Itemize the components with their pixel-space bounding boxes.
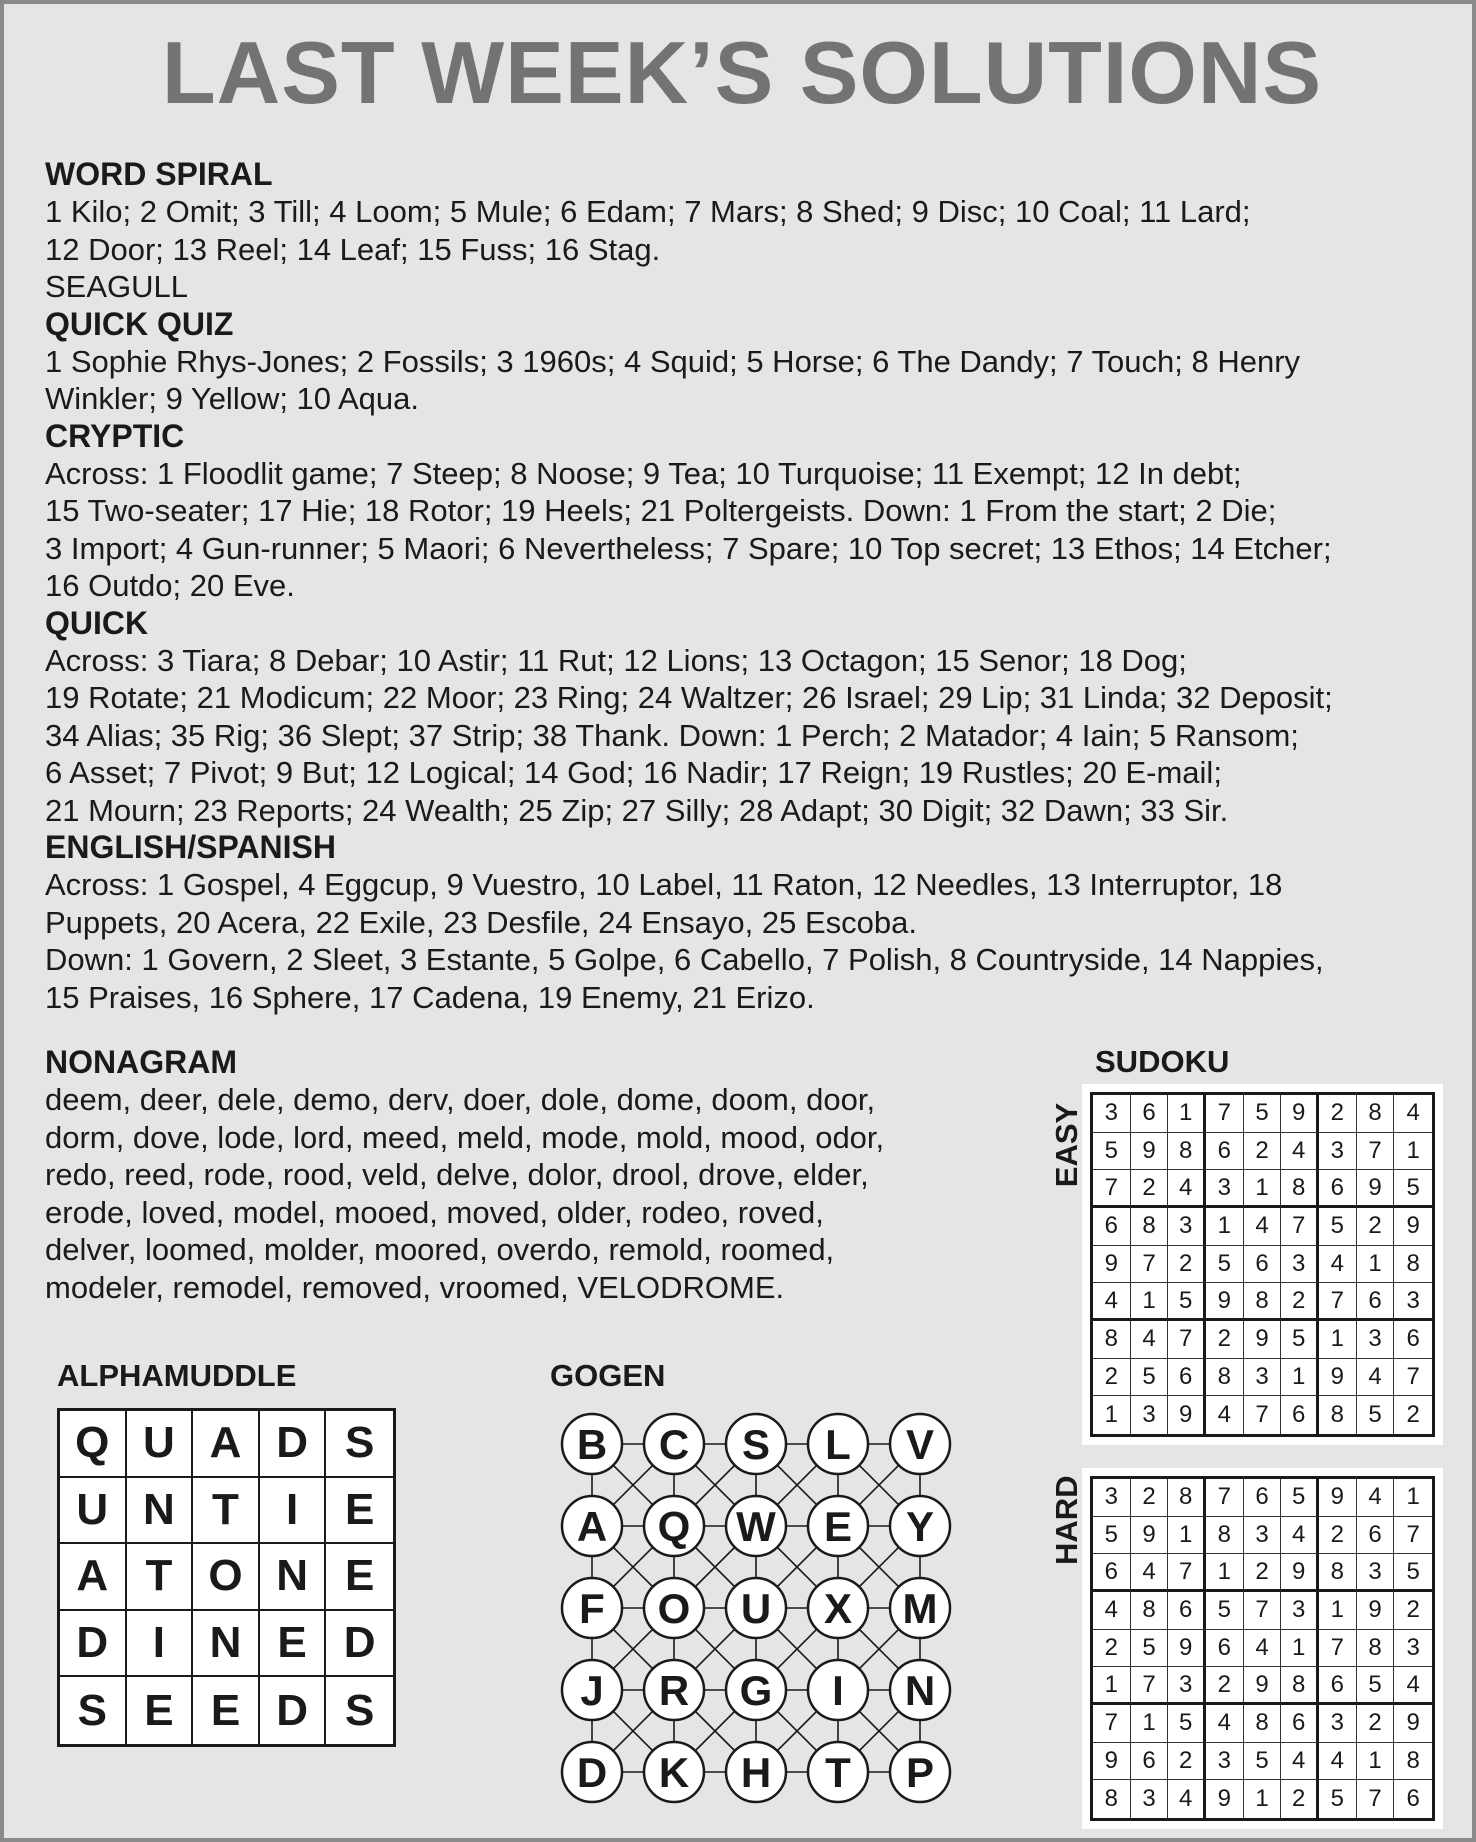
sudoku-easy-cell: 9 — [1244, 1321, 1282, 1359]
sudoku-hard-cell: 7 — [1206, 1479, 1244, 1517]
sudoku-hard-cell: 9 — [1357, 1592, 1395, 1630]
sudoku-hard-cell: 5 — [1168, 1705, 1206, 1743]
gogen-letter: H — [740, 1749, 772, 1796]
gogen-letter: T — [825, 1749, 851, 1796]
sudoku-easy-cell: 8 — [1319, 1396, 1357, 1434]
sudoku-hard-cell: 6 — [1357, 1517, 1395, 1555]
gogen-letter: K — [658, 1749, 690, 1796]
sudoku-hard-cell: 2 — [1131, 1479, 1169, 1517]
section-body: 1 Kilo; 2 Omit; 3 Till; 4 Loom; 5 Mule; 6 Edam; 7 Mars; 8 Shed; 9 Disc; 10 Coal; 11 Lard; 12 Door; 13 Reel; 14 Leaf; 15 Fuss; 16 Stag. SEAGULL — [45, 194, 1251, 304]
alphamuddle-cell: A — [60, 1544, 127, 1611]
sudoku-easy-cell: 3 — [1319, 1133, 1357, 1171]
sudoku-hard-cell: 1 — [1394, 1479, 1432, 1517]
gogen-letter: U — [740, 1585, 772, 1632]
sudoku-easy-cell: 7 — [1244, 1396, 1282, 1434]
sudoku-hard-cell: 4 — [1319, 1743, 1357, 1781]
alphamuddle-cell: A — [193, 1411, 260, 1478]
sudoku-hard-cell: 9 — [1131, 1517, 1169, 1555]
sudoku-easy-cell: 3 — [1168, 1208, 1206, 1246]
alphamuddle-cell: S — [326, 1411, 393, 1478]
sudoku-easy-cell: 5 — [1319, 1208, 1357, 1246]
sudoku-hard-cell: 1 — [1093, 1667, 1131, 1705]
sudoku-hard-cell: 2 — [1319, 1517, 1357, 1555]
sudoku-easy-cell: 6 — [1131, 1095, 1169, 1133]
alphamuddle-cell: N — [260, 1544, 327, 1611]
sudoku-easy-cell: 6 — [1281, 1396, 1319, 1434]
sudoku-hard-grid — [1090, 1476, 1435, 1821]
sudoku-easy-cell: 9 — [1131, 1133, 1169, 1171]
sudoku-hard-cell: 1 — [1357, 1743, 1395, 1781]
sudoku-hard-cell: 6 — [1168, 1592, 1206, 1630]
sudoku-easy-cell: 3 — [1357, 1321, 1395, 1359]
gogen-letter: Q — [657, 1503, 691, 1550]
section-heading: ENGLISH/SPANISH — [45, 829, 336, 865]
sudoku-easy-cell: 6 — [1357, 1283, 1395, 1321]
gogen-letter: J — [580, 1667, 604, 1714]
sudoku-easy-cell: 3 — [1206, 1170, 1244, 1208]
sudoku-hard-cell: 9 — [1394, 1705, 1432, 1743]
sudoku-hard-cell: 1 — [1281, 1630, 1319, 1668]
sudoku-easy-cell: 4 — [1357, 1359, 1395, 1397]
gogen-grid — [552, 1402, 958, 1832]
sudoku-hard-cell: 4 — [1206, 1705, 1244, 1743]
gogen-letter: R — [658, 1667, 690, 1714]
gogen-letter: Y — [905, 1503, 935, 1550]
gogen-letter: D — [576, 1749, 608, 1796]
sudoku-hard-cell: 1 — [1319, 1592, 1357, 1630]
sudoku-hard-cell: 1 — [1206, 1554, 1244, 1592]
sudoku-hard-cell: 8 — [1131, 1592, 1169, 1630]
sudoku-easy-cell: 2 — [1131, 1170, 1169, 1208]
sudoku-easy-cell: 1 — [1093, 1396, 1131, 1434]
alphamuddle-cell: N — [193, 1611, 260, 1678]
gogen-letter: A — [576, 1503, 608, 1550]
sudoku-easy-cell: 1 — [1206, 1208, 1244, 1246]
sudoku-easy-cell: 4 — [1131, 1321, 1169, 1359]
sudoku-easy-cell: 2 — [1206, 1321, 1244, 1359]
sudoku-easy-cell: 1 — [1281, 1359, 1319, 1397]
section-body: Across: 3 Tiara; 8 Debar; 10 Astir; 11 Rut; 12 Lions; 13 Octagon; 15 Senor; 18 Dog; 19 Rotate; 21 Modicum; 22 Moor; 23 Ring; 24 Waltzer; 26 Israel; 29 Lip; 31 Linda; 32 Deposit; 34 Alias; 35 Rig; 36 Slept; 37 Strip; 38 Thank. Down: 1 Perch; 2 Matador; 4 Iain; 5 Ransom; 6 Asset; 7 Pivot; 9 But; 12 Logical; 14 God; 16 Nadir; 17 Reign; 19 Rustles; 20 E-mail; 21 Mourn; 23 Reports; 24 Wealth; 25 Zip; 27 Silly; 28 Adapt; 30 Digit; 32 Dawn; 33 Sir. — [45, 642, 1333, 828]
alphamuddle-cell: U — [127, 1411, 194, 1478]
sudoku-easy-cell: 9 — [1319, 1359, 1357, 1397]
sudoku-hard-cell: 2 — [1394, 1592, 1432, 1630]
sudoku-hard-cell: 9 — [1093, 1743, 1131, 1781]
alphamuddle-heading: ALPHAMUDDLE — [57, 1358, 297, 1393]
sudoku-hard-cell: 6 — [1406, 1785, 1420, 1813]
sudoku-hard-cell: 5 — [1319, 1780, 1357, 1818]
sudoku-hard-cell: 6 — [1319, 1667, 1357, 1705]
sudoku-hard-cell: 8 — [1244, 1705, 1282, 1743]
sudoku-hard-cell: 8 — [1281, 1667, 1319, 1705]
gogen-heading: GOGEN — [550, 1358, 666, 1393]
sudoku-hard-cell: 3 — [1281, 1592, 1319, 1630]
sudoku-hard-cell: 2 — [1206, 1667, 1244, 1705]
sudoku-hard-cell: 8 — [1357, 1630, 1395, 1668]
sudoku-heading: SUDOKU — [1095, 1044, 1230, 1079]
sudoku-hard-cell: 4 — [1357, 1479, 1395, 1517]
alphamuddle-cell: D — [326, 1611, 393, 1678]
sudoku-easy-cell: 3 — [1093, 1095, 1131, 1133]
sudoku-easy-cell: 6 — [1168, 1359, 1206, 1397]
alphamuddle-cell: E — [127, 1677, 194, 1744]
sudoku-hard-cell: 3 — [1357, 1554, 1395, 1592]
sudoku-hard-cell: 6 — [1206, 1630, 1244, 1668]
gogen-letter: F — [579, 1585, 605, 1632]
sudoku-easy-cell: 5 — [1168, 1283, 1206, 1321]
alphamuddle-cell: E — [326, 1478, 393, 1545]
sudoku-hard-cell: 3 — [1394, 1630, 1432, 1668]
gogen-letter: S — [741, 1421, 771, 1468]
alphamuddle-cell: E — [326, 1544, 393, 1611]
sudoku-hard-cell: 7 — [1319, 1630, 1357, 1668]
sudoku-hard-cell: 2 — [1357, 1705, 1395, 1743]
sudoku-easy-cell: 6 — [1244, 1246, 1282, 1284]
section-heading: QUICK QUIZ — [45, 305, 234, 342]
sudoku-easy-cell: 7 — [1093, 1170, 1131, 1208]
sudoku-easy-cell: 8 — [1206, 1359, 1244, 1397]
sudoku-easy-cell: 5 — [1281, 1321, 1319, 1359]
alphamuddle-cell: I — [260, 1478, 327, 1545]
sudoku-easy-cell: 6 — [1319, 1170, 1357, 1208]
sudoku-hard-cell: 5 — [1093, 1517, 1131, 1555]
gogen-letter: E — [823, 1503, 853, 1550]
alphamuddle-grid — [57, 1408, 396, 1747]
alphamuddle-cell: E — [193, 1677, 260, 1744]
sudoku-easy-cell: 1 — [1319, 1321, 1357, 1359]
sudoku-hard-cell: 7 — [1131, 1667, 1169, 1705]
gogen-letter: W — [736, 1503, 776, 1550]
sudoku-easy-cell: 9 — [1357, 1170, 1395, 1208]
sudoku-hard-cell: 3 — [1244, 1517, 1282, 1555]
sudoku-hard-cell: 9 — [1206, 1780, 1244, 1818]
sudoku-easy-cell: 6 — [1394, 1321, 1432, 1359]
sudoku-easy-cell: 5 — [1093, 1133, 1131, 1171]
solutions-text — [45, 156, 1445, 1016]
sudoku-easy-cell: 2 — [1093, 1359, 1131, 1397]
page-title: LAST WEEK’S SOLUTIONS — [161, 23, 1323, 122]
sudoku-easy-cell: 7 — [1319, 1283, 1357, 1321]
sudoku-hard-cell: 7 — [1357, 1780, 1395, 1818]
sudoku-hard-cell: 6 — [1244, 1479, 1282, 1517]
sudoku-hard-cell: 5 — [1394, 1554, 1432, 1592]
alphamuddle-cell: D — [260, 1411, 327, 1478]
alphamuddle-cell: S — [345, 1685, 375, 1735]
alphamuddle-cell: D — [260, 1677, 327, 1744]
sudoku-hard-cell: 4 — [1244, 1630, 1282, 1668]
sudoku-easy-cell: 8 — [1244, 1283, 1282, 1321]
alphamuddle-cell: I — [127, 1611, 194, 1678]
sudoku-hard-cell: 8 — [1168, 1479, 1206, 1517]
sudoku-hard-cell: 3 — [1319, 1705, 1357, 1743]
sudoku-hard-cell: 8 — [1394, 1743, 1432, 1781]
sudoku-hard-cell: 1 — [1168, 1517, 1206, 1555]
sudoku-hard-cell: 1 — [1244, 1780, 1282, 1818]
sudoku-hard-label: HARD — [1049, 1475, 1084, 1565]
sudoku-easy-cell: 5 — [1394, 1170, 1432, 1208]
gogen-letter: I — [832, 1667, 844, 1714]
alphamuddle-cell: T — [127, 1544, 194, 1611]
sudoku-hard-cell: 7 — [1168, 1554, 1206, 1592]
alphamuddle-cell: E — [260, 1611, 327, 1678]
sudoku-hard-cell: 5 — [1206, 1592, 1244, 1630]
sudoku-hard-cell: 6 — [1093, 1554, 1131, 1592]
sudoku-easy-cell: 3 — [1131, 1396, 1169, 1434]
sudoku-hard-cell: 1 — [1131, 1705, 1169, 1743]
sudoku-easy-cell: 7 — [1131, 1246, 1169, 1284]
sudoku-easy-cell: 7 — [1281, 1208, 1319, 1246]
nonagram-words: deem, deer, dele, demo, derv, doer, dole, dome, doom, door, dorm, dove, lode, lord, meed, meld, mode, mold, mood, odor, redo, reed, rode, rood, veld, delve, dolor, drool, drove, elder, erode, loved, model, mooed, moved, older, rodeo, roved, delver, loomed, molder, moored, overdo, remold, roomed, modeler, remodel, removed, vroomed, VELODROME. — [45, 1082, 885, 1305]
sudoku-hard-cell: 3 — [1206, 1743, 1244, 1781]
sudoku-hard-cell: 5 — [1281, 1479, 1319, 1517]
section-heading: QUICK — [45, 604, 149, 641]
sudoku-hard-cell: 5 — [1244, 1743, 1282, 1781]
sudoku-hard-cell: 9 — [1244, 1667, 1282, 1705]
sudoku-easy-cell: 8 — [1394, 1246, 1432, 1284]
sudoku-easy-cell: 9 — [1281, 1095, 1319, 1133]
gogen-letter: N — [904, 1667, 936, 1714]
sudoku-easy-cell: 4 — [1206, 1396, 1244, 1434]
sudoku-easy-cell: 4 — [1394, 1095, 1432, 1133]
sudoku-hard-cell: 9 — [1281, 1554, 1319, 1592]
sudoku-hard-cell: 4 — [1281, 1743, 1319, 1781]
sudoku-easy-label: EASY — [1049, 1102, 1084, 1188]
sudoku-easy-cell: 2 — [1357, 1208, 1395, 1246]
sudoku-easy-cell: 2 — [1281, 1283, 1319, 1321]
nonagram-heading: NONAGRAM — [45, 1044, 237, 1080]
sudoku-easy-cell: 8 — [1168, 1133, 1206, 1171]
sudoku-easy-cell: 4 — [1093, 1283, 1131, 1321]
gogen-letter: G — [739, 1667, 773, 1714]
section-body: Across: 1 Gospel, 4 Eggcup, 9 Vuestro, 10 Label, 11 Raton, 12 Needles, 13 Interruptor, 18 Puppets, 20 Acera, 22 Exile, 23 Desfile, 24 Ensayo, 25 Escoba. Down: 1 Govern, 2 Sleet, 3 Estante, 5 Golpe, 6 Cabello, 7 Polish, 8 Countryside, 14 Nappies, 15 Praises, 16 Sphere, 17 Cadena, 19 Enemy, 21 Erizo. — [45, 867, 1324, 1015]
sudoku-easy-cell: 4 — [1244, 1208, 1282, 1246]
sudoku-easy-cell: 4 — [1319, 1246, 1357, 1284]
sudoku-easy-cell: 7 — [1168, 1321, 1206, 1359]
sudoku-hard-cell: 6 — [1131, 1743, 1169, 1781]
sudoku-easy-cell: 1 — [1131, 1283, 1169, 1321]
sudoku-hard-cell: 9 — [1319, 1479, 1357, 1517]
sudoku-hard-cell: 4 — [1394, 1667, 1432, 1705]
sudoku-easy-cell: 1 — [1357, 1246, 1395, 1284]
gogen-letter: X — [823, 1585, 853, 1632]
sudoku-easy-cell: 9 — [1093, 1246, 1131, 1284]
gogen-letter: V — [905, 1421, 935, 1468]
sudoku-hard-cell: 2 — [1093, 1630, 1131, 1668]
sudoku-easy-cell: 7 — [1357, 1133, 1395, 1171]
gogen-letter: L — [825, 1421, 851, 1468]
alphamuddle-cell: Q — [60, 1411, 127, 1478]
sudoku-easy-grid — [1090, 1092, 1435, 1437]
sudoku-easy-cell: 6 — [1206, 1133, 1244, 1171]
sudoku-hard-cell: 3 — [1168, 1667, 1206, 1705]
sudoku-hard-cell: 9 — [1168, 1630, 1206, 1668]
sudoku-easy-cell: 7 — [1206, 1095, 1244, 1133]
alphamuddle-cell: N — [127, 1478, 194, 1545]
gogen-letter: P — [905, 1749, 935, 1796]
sudoku-hard-cell: 2 — [1244, 1554, 1282, 1592]
sudoku-hard-cell: 8 — [1319, 1554, 1357, 1592]
sudoku-hard-cell: 4 — [1281, 1517, 1319, 1555]
alphamuddle-cell: S — [60, 1677, 127, 1744]
gogen-letter: C — [658, 1421, 690, 1468]
sudoku-easy-cell: 8 — [1093, 1321, 1131, 1359]
sudoku-easy-cell: 1 — [1168, 1095, 1206, 1133]
sudoku-hard-cell: 5 — [1131, 1630, 1169, 1668]
sudoku-hard-cell: 8 — [1093, 1780, 1131, 1818]
nonagram-section — [45, 1044, 1015, 1306]
sudoku-easy-cell: 5 — [1206, 1246, 1244, 1284]
gogen-letter: B — [576, 1421, 608, 1468]
sudoku-easy-cell: 8 — [1357, 1095, 1395, 1133]
gogen-letter: M — [902, 1585, 938, 1632]
sudoku-easy-cell: 4 — [1281, 1133, 1319, 1171]
sudoku-easy-cell: 4 — [1168, 1170, 1206, 1208]
sudoku-easy-cell: 6 — [1093, 1208, 1131, 1246]
sudoku-easy-cell: 5 — [1131, 1359, 1169, 1397]
sudoku-easy-cell: 3 — [1394, 1283, 1432, 1321]
sudoku-easy-cell: 7 — [1394, 1359, 1432, 1397]
sudoku-hard-cell: 7 — [1394, 1517, 1432, 1555]
sudoku-easy-cell: 5 — [1244, 1095, 1282, 1133]
sudoku-hard-cell: 8 — [1206, 1517, 1244, 1555]
section-body: 1 Sophie Rhys-Jones; 2 Fossils; 3 1960s; 4 Squid; 5 Horse; 6 The Dandy; 7 Touch; 8 Henry Winkler; 9 Yellow; 10 Aqua. — [45, 343, 1301, 416]
sudoku-hard-cell: 3 — [1093, 1479, 1131, 1517]
sudoku-easy-cell: 9 — [1168, 1396, 1206, 1434]
sudoku-easy-cell: 2 — [1406, 1401, 1420, 1429]
sudoku-easy-cell: 3 — [1244, 1359, 1282, 1397]
sudoku-hard-cell: 5 — [1357, 1667, 1395, 1705]
sudoku-hard-cell: 3 — [1131, 1780, 1169, 1818]
alphamuddle-cell: D — [60, 1611, 127, 1678]
sudoku-hard-cell: 6 — [1281, 1705, 1319, 1743]
sudoku-easy-cell: 2 — [1168, 1246, 1206, 1284]
sudoku-easy-cell: 3 — [1281, 1246, 1319, 1284]
gogen-letter: O — [657, 1585, 691, 1632]
section-heading: WORD SPIRAL — [45, 156, 273, 192]
sudoku-easy-cell: 1 — [1244, 1170, 1282, 1208]
alphamuddle-cell: T — [193, 1478, 260, 1545]
sudoku-hard-cell: 2 — [1168, 1743, 1206, 1781]
sudoku-easy-cell: 8 — [1131, 1208, 1169, 1246]
sudoku-easy-cell: 1 — [1394, 1133, 1432, 1171]
sudoku-easy-cell: 9 — [1206, 1283, 1244, 1321]
sudoku-hard-cell: 4 — [1168, 1780, 1206, 1818]
alphamuddle-cell: O — [193, 1544, 260, 1611]
section-heading: CRYPTIC — [45, 417, 185, 454]
sudoku-hard-cell: 7 — [1244, 1592, 1282, 1630]
sudoku-hard-cell: 4 — [1093, 1592, 1131, 1630]
sudoku-easy-cell: 9 — [1394, 1208, 1432, 1246]
sudoku-easy-cell: 8 — [1281, 1170, 1319, 1208]
sudoku-easy-cell: 2 — [1244, 1133, 1282, 1171]
sudoku-easy-cell: 2 — [1319, 1095, 1357, 1133]
alphamuddle-cell: U — [60, 1478, 127, 1545]
sudoku-hard-cell: 2 — [1281, 1780, 1319, 1818]
sudoku-easy-cell: 5 — [1357, 1396, 1395, 1434]
sudoku-hard-cell: 4 — [1131, 1554, 1169, 1592]
sudoku-hard-cell: 7 — [1093, 1705, 1131, 1743]
section-body: Across: 1 Floodlit game; 7 Steep; 8 Noose; 9 Tea; 10 Turquoise; 11 Exempt; 12 In debt; 15 Two-seater; 17 Hie; 18 Rotor; 19 Heels; 21 Poltergeists. Down: 1 From the start; 2 Die; 3 Import; 4 Gun-runner; 5 Maori; 6 Nevertheless; 7 Spare; 10 Top secret; 13 Ethos; 14 Etcher; 16 Outdo; 20 Eve. — [45, 455, 1332, 603]
